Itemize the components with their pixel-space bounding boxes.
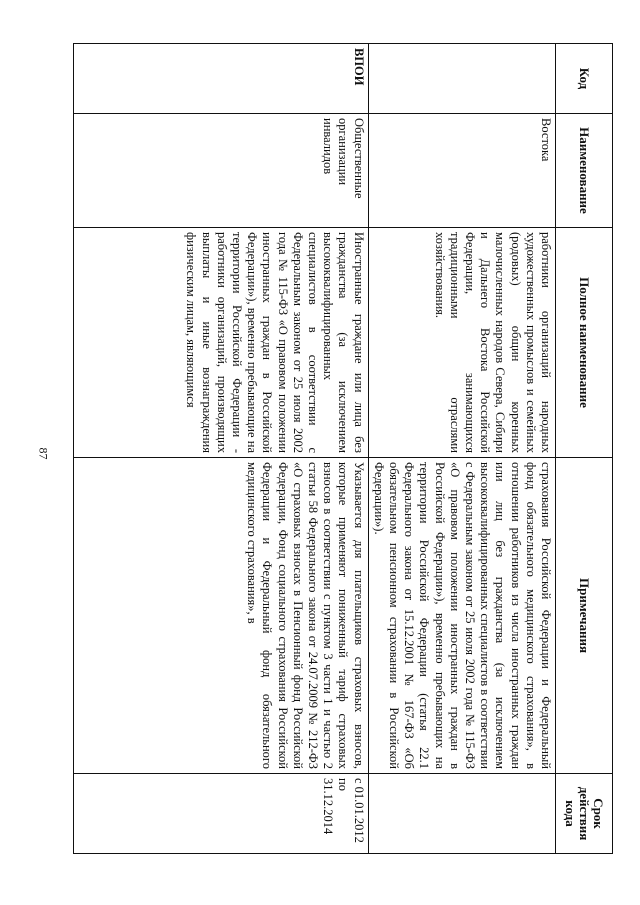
cell-validity: с 01.01.2012 по 31.12.2014 xyxy=(73,774,368,854)
page-number: 87 xyxy=(36,447,51,460)
header-full-name: Полное наименование xyxy=(556,228,613,458)
cell-name: Востока xyxy=(368,114,555,228)
cell-notes: страхования Российской Федерации и Федеральный фонд обязательного медицинского страхования», в отношении работников из числа иностранных граждан или лиц без гражданства (за исключением высококвалифицированных специалистов в соответствии с Федеральным законом от 25 июля 2002 года № 115-ФЗ «О правовом положении иностранных граждан в Российской Федерации»), временно пребывающих на территории Российской Федерации (статья 22.1 Федерального закона от 15.12.2001 № 167-ФЗ «Об обязательном пенсионном страховании в Российской Федерации»). xyxy=(368,458,555,774)
codes-table xyxy=(73,43,613,854)
table-row xyxy=(368,44,555,854)
cell-code: ВПОИ xyxy=(73,44,368,114)
cell-full-name: Иностранные граждане или лица без гражданства (за исключением высококвалифицированных специалистов в соответствии с Федеральным законом от 25 июля 2002 года № 115-ФЗ «О правовом положении иностранных граждан в Российской Федерации»), временно пребывающие на территории Российской Федерации - работники организаций, производящих выплаты и иные вознаграждения физическим лицам, являющимся xyxy=(73,228,368,458)
cell-name: Общественные организации инвалидов xyxy=(73,114,368,228)
header-notes: Примечания xyxy=(556,458,613,774)
header-validity: Срок действия кода xyxy=(556,774,613,854)
rotated-table-container xyxy=(103,43,613,853)
table-row xyxy=(73,44,368,854)
table-header-row xyxy=(556,44,613,854)
cell-validity xyxy=(368,774,555,854)
cell-notes: Указывается для плательщиков страховых взносов, которые применяют пониженный тариф страховых взносов в соответствии с пунктом 3 части 1 и частью 2 статьи 58 Федерального закона от 24.07.2009 № 212-ФЗ «О страховых взносах в Пенсионный фонд Российской Федерации, Фонд социального страхования Российской Федерации и Федеральный фонд обязательного медицинского страхования», в xyxy=(73,458,368,774)
cell-code xyxy=(368,44,555,114)
cell-full-name: работники организаций народных художественных промыслов и семейных (родовых) общин коренных малочисленных народов Севера, Сибири и Дальнего Востока Российской Федерации, занимающихся традиционными отраслями хозяйствования. xyxy=(368,228,555,458)
header-code: Код xyxy=(556,44,613,114)
header-name: Наименование xyxy=(556,114,613,228)
